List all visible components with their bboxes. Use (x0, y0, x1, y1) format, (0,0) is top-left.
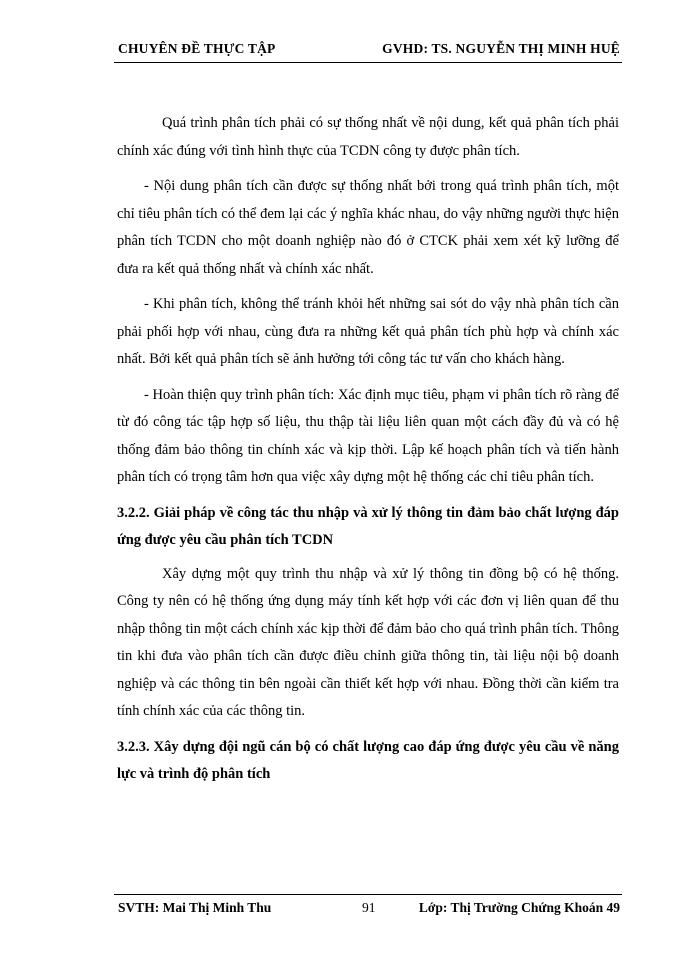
page-header (118, 41, 620, 57)
page-content (117, 110, 619, 795)
page-number: 91 (362, 900, 376, 915)
footer-class: Lớp: Thị Trường Chứng Khoán 49 (418, 900, 620, 915)
header-rule (114, 62, 622, 63)
paragraph-3: - Khi phân tích, không thể tránh khỏi hết những sai sót do vậy nhà phân tích cần phải phối hợp với nhau, cùng đưa ra những kết quả phân tích phù hợp và chính xác nhất. Bởi kết quả phân tích sẽ ảnh hưởng tới công tác tư vấn cho khách hàng. (117, 296, 619, 367)
header-left-title: CHUYÊN ĐỀ THỰC TẬP (118, 41, 276, 56)
header-right-advisor: GVHD: TS. NGUYỄN THỊ MINH HUỆ (382, 41, 620, 56)
paragraph-1: Quá trình phân tích phải có sự thống nhất về nội dung, kết quả phân tích phải chính xác đúng với tình hình thực của TCDN công ty được phân tích. (117, 115, 619, 159)
paragraph-5: Xây dựng một quy trình thu nhập và xử lý thông tin đồng bộ có hệ thống. Công ty nên có hệ thống ứng dụng máy tính kết hợp với các đơn vị liên quan để thu nhập thông tin một cách chính xác kịp thời để đảm bảo cho quá trình phân tích. Thông tin khi đưa vào phân tích cần được điều chỉnh giữa thông tin, tài liệu nội bộ doanh nghiệp và các thông tin bên ngoài cần thiết kết hợp với nhau. Đồng thời cần kiểm tra tính chính xác của các thông tin. (117, 565, 619, 719)
footer-student: SVTH: Mai Thị Minh Thu (118, 900, 272, 915)
paragraph-2: - Nội dung phân tích cần được sự thống nhất bởi trong quá trình phân tích, một chỉ tiêu phân tích có thể đem lại các ý nghĩa khác nhau, do vậy những người thực hiện phân tích TCDN cho một doanh nghiệp nào đó ở CTCK phải xem xét kỹ lưỡng để đưa ra kết quả thống nhất và chính xác nhất. (117, 178, 619, 277)
footer-rule (114, 894, 622, 895)
section-heading-3-2-3: 3.2.3. Xây dựng đội ngũ cán bộ có chất lượng cao đáp ứng được yêu cầu về năng lực và trình độ phân tích (117, 738, 619, 782)
section-heading-3-2-2: 3.2.2. Giải pháp về công tác thu nhập và xử lý thông tin đảm bảo chất lượng đáp ứng được yêu cầu phân tích TCDN (117, 504, 619, 548)
paragraph-4: - Hoàn thiện quy trình phân tích: Xác định mục tiêu, phạm vi phân tích rõ ràng để từ đó công tác tập hợp số liệu, thu thập tài liệu liên quan một cách đầy đủ và có hệ thống đảm bảo thông tin chính xác và kịp thời. Lập kế hoạch phân tích và tiến hành phân tích có trọng tâm hơn qua việc xây dựng một hệ thống các chỉ tiêu phân tích. (117, 386, 619, 485)
